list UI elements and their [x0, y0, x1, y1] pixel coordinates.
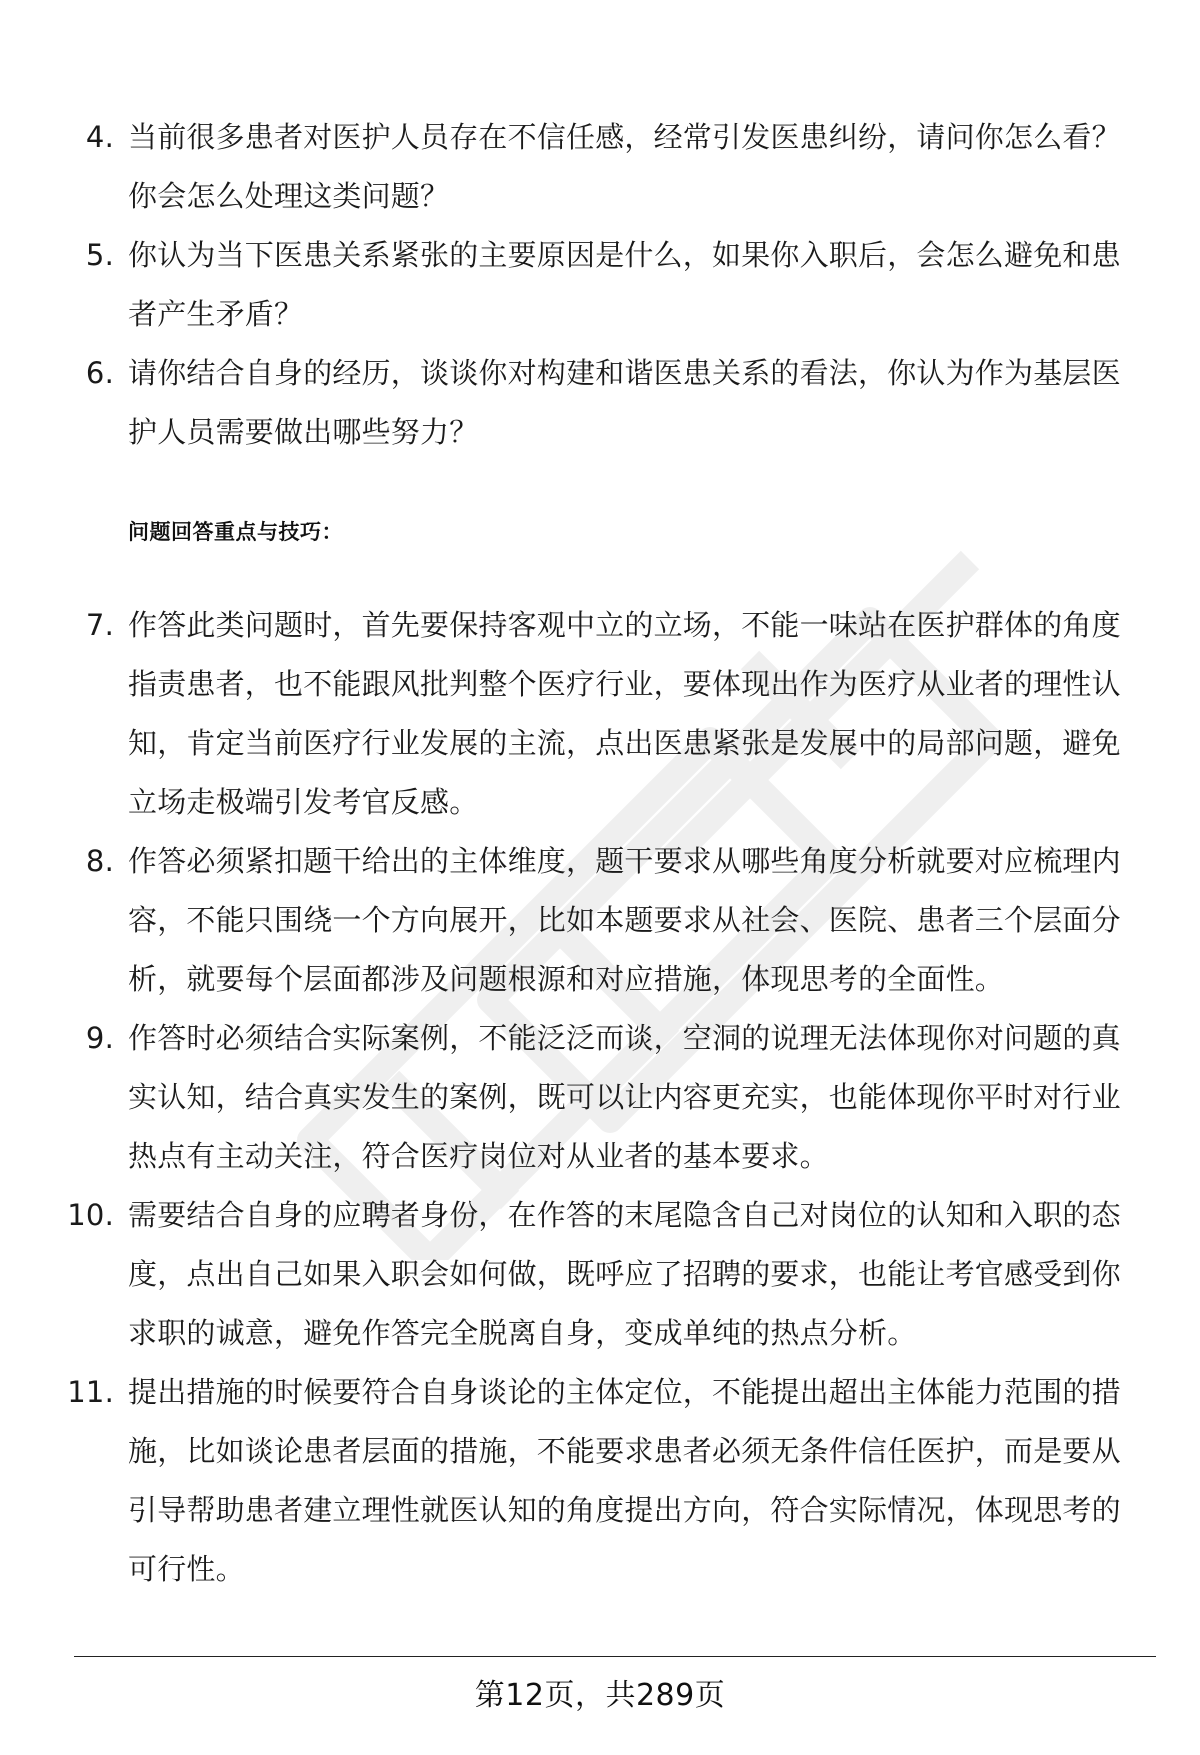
item-text: 作答时必须结合实际案例，不能泛泛而谈，空洞的说理无法体现你对问题的真实认知，结合真实发生的案例，既可以让内容更充实，也能体现你平时对行业热点有主动关注，符合医疗岗位对从业者的基本要求。	[128, 1021, 1121, 1173]
item-text: 需要结合自身的应聘者身份，在作答的末尾隐含自己对岗位的认知和入职的态度，点出自己如果入职会如何做，既呼应了招聘的要求，也能让考官感受到你求职的诚意，避免作答完全脱离自身，变成单纯的热点分析。	[128, 1198, 1121, 1350]
list-item	[0, 1186, 1140, 1363]
item-text: 你认为当下医患关系紧张的主要原因是什么，如果你入职后，会怎么避免和患者产生矛盾？	[128, 238, 1121, 331]
item-number: 6.	[85, 356, 114, 390]
list-item	[0, 226, 1140, 344]
item-number: 8.	[85, 844, 114, 878]
item-number: 10.	[67, 1198, 114, 1232]
item-text: 请你结合自身的经历，谈谈你对构建和谐医患关系的看法，你认为作为基层医护人员需要做出哪些努力？	[128, 356, 1121, 449]
item-number: 11.	[67, 1375, 114, 1409]
list-item	[0, 344, 1140, 462]
section-heading: 问题回答重点与技巧：	[128, 520, 343, 544]
tips-list	[0, 596, 1200, 1599]
item-number: 4.	[85, 120, 114, 154]
list-item	[0, 596, 1140, 832]
list-item	[0, 832, 1140, 1009]
item-number: 5.	[85, 238, 114, 272]
item-number: 9.	[85, 1021, 114, 1055]
question-list	[0, 108, 1200, 462]
item-text: 作答此类问题时，首先要保持客观中立的立场，不能一味站在医护群体的角度指责患者，也不能跟风批判整个医疗行业，要体现出作为医疗从业者的理性认知，肯定当前医疗行业发展的主流，点出医患紧张是发展中的局部问题，避免立场走极端引发考官反感。	[128, 608, 1121, 819]
page-number: 第12页，共289页	[474, 1678, 726, 1713]
list-item	[0, 1363, 1140, 1599]
footer-divider	[74, 1656, 1156, 1657]
item-text: 当前很多患者对医护人员存在不信任感，经常引发医患纠纷，请问你怎么看？你会怎么处理这类问题？	[128, 120, 1121, 213]
item-text: 提出措施的时候要符合自身谈论的主体定位，不能提出超出主体能力范围的措施，比如谈论患者层面的措施，不能要求患者必须无条件信任医护，而是要从引导帮助患者建立理性就医认知的角度提出方向，符合实际情况，体现思考的可行性。	[128, 1375, 1121, 1586]
item-number: 7.	[85, 608, 114, 642]
list-item	[0, 1009, 1140, 1186]
item-text: 作答必须紧扣题干给出的主体维度，题干要求从哪些角度分析就要对应梳理内容，不能只围绕一个方向展开，比如本题要求从社会、医院、患者三个层面分析，就要每个层面都涉及问题根源和对应措施，体现思考的全面性。	[128, 844, 1121, 996]
list-item	[0, 108, 1140, 226]
